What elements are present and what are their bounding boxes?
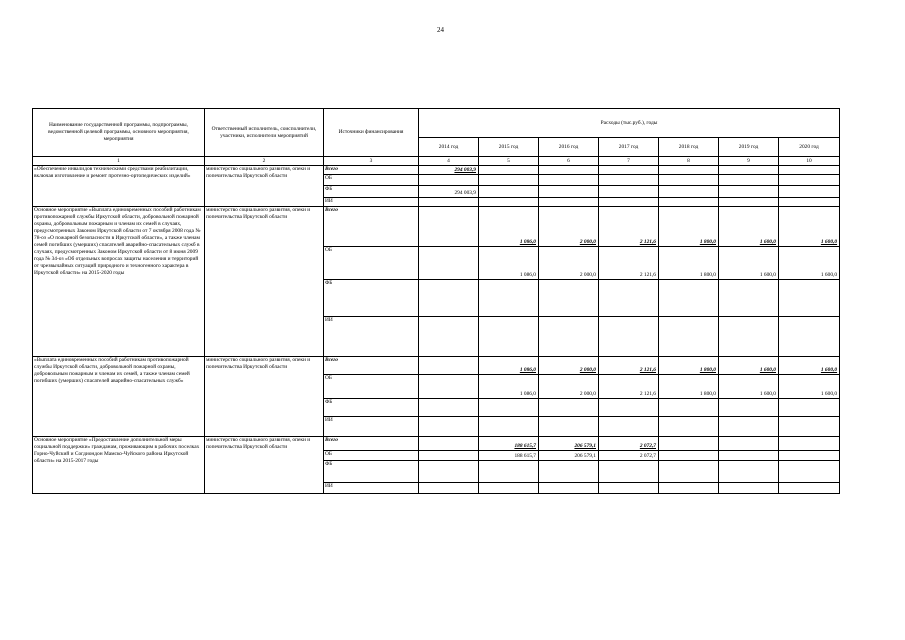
amount-cell — [779, 317, 840, 357]
amount-cell — [599, 280, 659, 317]
column-number: 10 — [779, 157, 840, 166]
amount-cell: 188 615,7 — [479, 451, 539, 461]
amount-cell — [419, 207, 479, 247]
page-number: 24 — [437, 26, 444, 34]
funding-source: ФБ — [324, 280, 419, 317]
table-row — [33, 207, 840, 247]
header-year: 2017 год — [599, 138, 659, 157]
column-number: 9 — [719, 157, 779, 166]
amount-cell: 1 800,0 — [659, 247, 719, 280]
amount-cell — [779, 399, 840, 417]
amount-cell — [539, 317, 599, 357]
amount-cell — [599, 175, 659, 186]
amount-cell: 188 615,7 — [479, 437, 539, 451]
amount-cell — [719, 399, 779, 417]
amount-cell — [779, 166, 840, 175]
amount-cell: 2 121,6 — [599, 247, 659, 280]
amount-cell — [539, 461, 599, 483]
amount-cell — [659, 437, 719, 451]
amount-cell — [659, 198, 719, 207]
amount-cell — [659, 166, 719, 175]
amount-cell — [419, 437, 479, 451]
program-name: Основное мероприятие «Выплата единовременных пособий работникам противопожарной службы Иркутской области, добровольной пожарной охраны, добровольным пожарным и членам их семей в случаях, предусмотренных Законом Иркутской области от 7 октября 2008 года № 78-оз «О пожарной безопасности в Иркутской области», а также членам семей погибших (умерших) спасателей аварийно-спасательных служб в случаях, предусмотренных Законом Иркутской области от 8 июня 2009 года № 34-оз «Об отдельных вопросах защиты населения и территорий от чрезвычайных ситуаций природного и техногенного характера в Иркутской области» на 2015-2020 годы — [33, 207, 205, 357]
amount-cell: 1 600,0 — [779, 375, 840, 399]
funding-source: ОБ — [324, 375, 419, 399]
funding-source: Всего — [324, 207, 419, 247]
amount-cell: 1 600,0 — [719, 247, 779, 280]
amount-cell: 2 072,7 — [599, 451, 659, 461]
amount-cell — [719, 317, 779, 357]
amount-cell — [419, 483, 479, 494]
amount-cell — [779, 280, 840, 317]
amount-cell: 206 579,1 — [539, 451, 599, 461]
amount-cell — [419, 375, 479, 399]
amount-cell — [479, 317, 539, 357]
header-year: 2016 год — [539, 138, 599, 157]
column-number: 1 — [33, 157, 205, 166]
column-number: 6 — [539, 157, 599, 166]
amount-cell — [719, 280, 779, 317]
amount-cell: 2 121,6 — [599, 207, 659, 247]
amount-cell — [479, 198, 539, 207]
header-year: 2019 год — [719, 138, 779, 157]
amount-cell: 2 000,0 — [539, 207, 599, 247]
amount-cell — [419, 198, 479, 207]
table-row — [33, 357, 840, 375]
header-program: Наименование государственной программы, подпрограммы, ведомственной целевой программы, основного мероприятия, мероприятия — [33, 109, 205, 157]
amount-cell — [659, 175, 719, 186]
amount-cell — [719, 451, 779, 461]
amount-cell: 2 000,0 — [539, 357, 599, 375]
amount-cell — [539, 417, 599, 437]
funding-source: ИИ — [324, 198, 419, 207]
header-executor: Ответственный исполнитель, соисполнители, участники, исполнители мероприятий — [205, 109, 324, 157]
amount-cell — [719, 417, 779, 437]
amount-cell: 1 600,0 — [779, 207, 840, 247]
header-year: 2014 год — [419, 138, 479, 157]
header-year: 2015 год — [479, 138, 539, 157]
amount-cell: 2 121,6 — [599, 357, 659, 375]
amount-cell — [719, 461, 779, 483]
amount-cell — [779, 461, 840, 483]
amount-cell — [479, 417, 539, 437]
program-name: «Обеспечение инвалидов техническими средствами реабилитации, включая изготовление и ремонт протезно-ортопедических изделий» — [33, 166, 205, 207]
amount-cell — [419, 247, 479, 280]
amount-cell: 206 579,1 — [539, 437, 599, 451]
program-name: Основное мероприятие «Предоставление дополнительной меры социальной поддержки» гражданам, проживающим в рабочих поселках Горно-Чуйский и Согдиондон Мамско-Чуйского района Иркутской области» на 2015-2017 годы — [33, 437, 205, 494]
funding-source: ФБ — [324, 461, 419, 483]
table-row — [33, 437, 840, 451]
amount-cell — [479, 186, 539, 198]
amount-cell — [659, 317, 719, 357]
header-year: 2018 год — [659, 138, 719, 157]
executor-name: министерство социального развития, опеки и попечительства Иркутской области — [205, 357, 324, 437]
amount-cell — [779, 483, 840, 494]
column-number: 4 — [419, 157, 479, 166]
amount-cell — [419, 399, 479, 417]
amount-cell: 1 086,0 — [479, 207, 539, 247]
amount-cell: 294 003,9 — [419, 166, 479, 175]
amount-cell — [659, 280, 719, 317]
column-number: 7 — [599, 157, 659, 166]
amount-cell — [719, 166, 779, 175]
amount-cell — [779, 186, 840, 198]
amount-cell — [539, 399, 599, 417]
funding-source: ФБ — [324, 186, 419, 198]
amount-cell — [599, 317, 659, 357]
amount-cell — [539, 483, 599, 494]
header-year: 2020 год — [779, 138, 840, 157]
table-row — [33, 166, 840, 175]
column-number: 5 — [479, 157, 539, 166]
funding-source: Всего — [324, 437, 419, 451]
amount-cell — [659, 461, 719, 483]
amount-cell: 1 086,0 — [479, 357, 539, 375]
amount-cell: 1 600,0 — [719, 207, 779, 247]
executor-name: министерство социального развития, опеки и попечительства Иркутской области — [205, 437, 324, 494]
amount-cell — [659, 417, 719, 437]
amount-cell: 1 086,0 — [479, 375, 539, 399]
funding-source: ОБ — [324, 247, 419, 280]
amount-cell — [599, 399, 659, 417]
amount-cell — [419, 461, 479, 483]
amount-cell — [419, 280, 479, 317]
amount-cell — [659, 451, 719, 461]
amount-cell — [479, 399, 539, 417]
amount-cell: 1 600,0 — [719, 375, 779, 399]
amount-cell — [599, 461, 659, 483]
amount-cell — [479, 280, 539, 317]
amount-cell — [719, 186, 779, 198]
header-source: Источники финансирования — [324, 109, 419, 157]
amount-cell — [779, 437, 840, 451]
amount-cell — [419, 357, 479, 375]
amount-cell — [479, 175, 539, 186]
funding-source: ИИ — [324, 483, 419, 494]
amount-cell: 1 800,0 — [659, 207, 719, 247]
amount-cell: 1 800,0 — [659, 357, 719, 375]
amount-cell — [479, 166, 539, 175]
amount-cell — [659, 483, 719, 494]
funding-source: Всего — [324, 166, 419, 175]
amount-cell — [719, 175, 779, 186]
amount-cell — [599, 417, 659, 437]
funding-source: ОБ — [324, 175, 419, 186]
amount-cell — [419, 175, 479, 186]
executor-name: министерство социального развития, опеки и попечительства Иркутской области — [205, 207, 324, 357]
funding-source: Всего — [324, 357, 419, 375]
amount-cell — [719, 198, 779, 207]
amount-cell — [779, 451, 840, 461]
amount-cell — [659, 186, 719, 198]
amount-cell — [599, 198, 659, 207]
amount-cell — [479, 461, 539, 483]
funding-source: ОБ — [324, 451, 419, 461]
amount-cell: 1 086,0 — [479, 247, 539, 280]
amount-cell — [539, 198, 599, 207]
amount-cell: 1 800,0 — [659, 375, 719, 399]
amount-cell — [659, 399, 719, 417]
amount-cell: 2 072,7 — [599, 437, 659, 451]
amount-cell — [419, 317, 479, 357]
amount-cell: 2 121,6 — [599, 375, 659, 399]
amount-cell — [719, 483, 779, 494]
amount-cell — [599, 483, 659, 494]
funding-source: ИИ — [324, 417, 419, 437]
header-expenses: Расходы (тыс.руб.), годы — [419, 109, 840, 138]
amount-cell: 2 000,0 — [539, 247, 599, 280]
column-number: 8 — [659, 157, 719, 166]
amount-cell: 294 003,9 — [419, 186, 479, 198]
amount-cell — [719, 437, 779, 451]
program-name: «Выплата единовременных пособий работникам противопожарной службы Иркутской области, добровольной пожарной охраны, добровольным пожарным и членам их семей, а также членам семей погибших (умерших) спасателей аварийно-спасательных служб» — [33, 357, 205, 437]
funding-source: ИИ — [324, 317, 419, 357]
column-number: 3 — [324, 157, 419, 166]
amount-cell — [539, 186, 599, 198]
amount-cell — [539, 166, 599, 175]
column-number: 2 — [205, 157, 324, 166]
amount-cell: 2 000,0 — [539, 375, 599, 399]
executor-name: министерство социального развития, опеки и попечительства Иркутской области — [205, 166, 324, 207]
amount-cell — [539, 280, 599, 317]
amount-cell — [419, 451, 479, 461]
amount-cell: 1 600,0 — [779, 357, 840, 375]
amount-cell — [539, 175, 599, 186]
amount-cell — [779, 198, 840, 207]
amount-cell — [779, 417, 840, 437]
amount-cell: 1 600,0 — [719, 357, 779, 375]
amount-cell — [779, 175, 840, 186]
expenses-table — [32, 108, 840, 494]
amount-cell — [419, 417, 479, 437]
amount-cell — [479, 483, 539, 494]
funding-source: ФБ — [324, 399, 419, 417]
amount-cell — [599, 166, 659, 175]
amount-cell — [599, 186, 659, 198]
amount-cell: 1 600,0 — [779, 247, 840, 280]
